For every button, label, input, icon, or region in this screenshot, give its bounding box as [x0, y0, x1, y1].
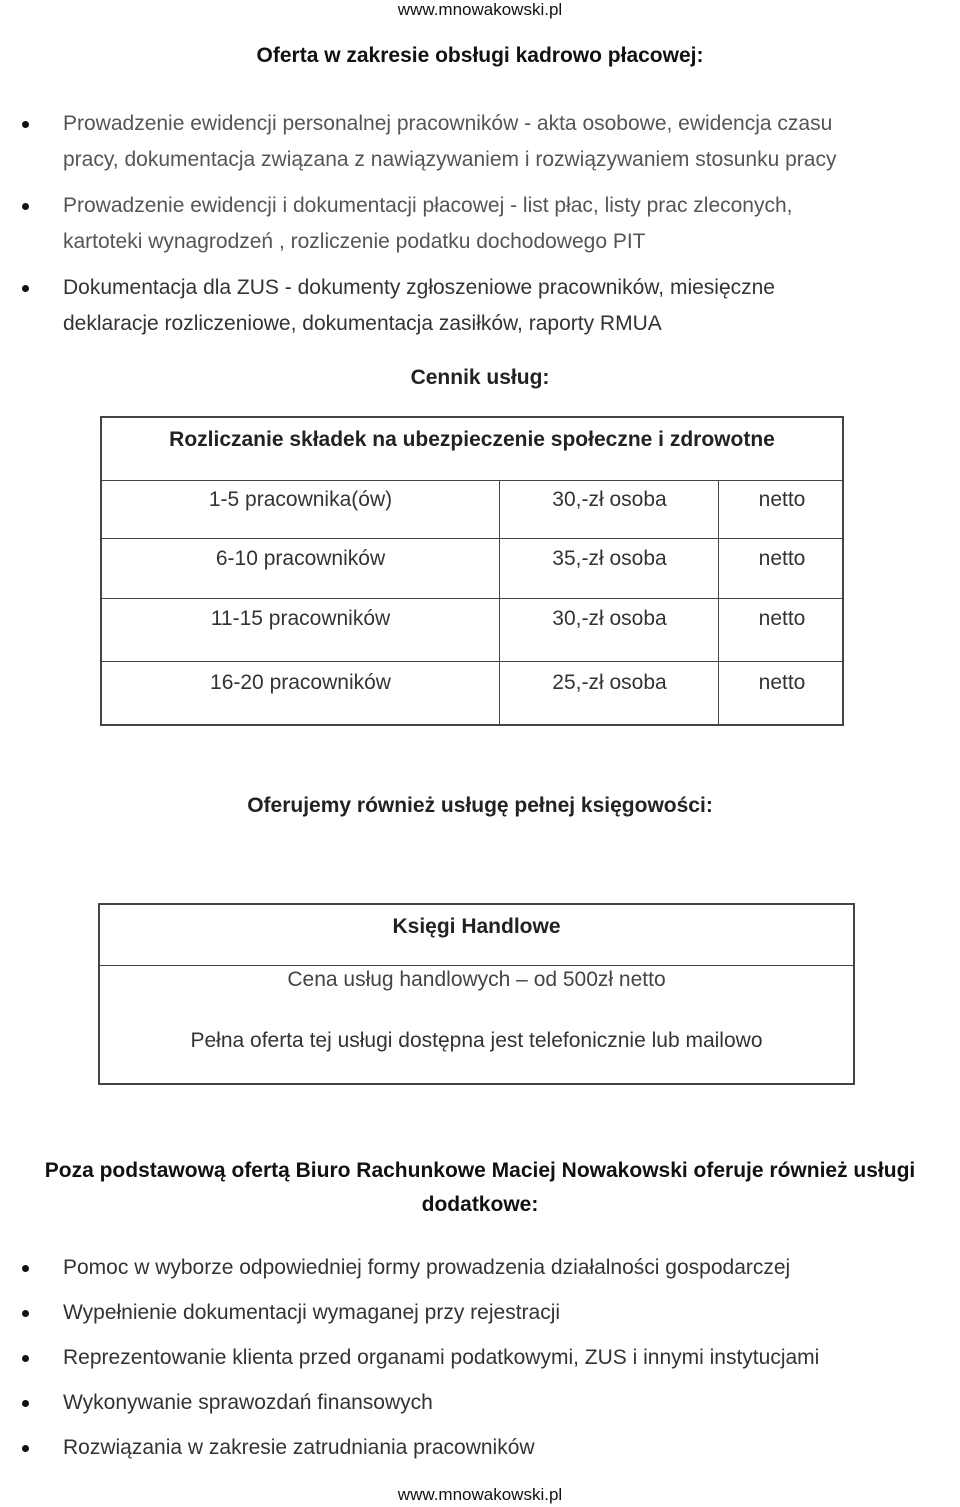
offer-item-line: deklaracje rozliczeniowe, dokumentacja zasiłków, raporty RMUA	[63, 312, 662, 335]
offer-item-line: pracy, dokumentacja związana z nawiązywaniem i rozwiązywaniem stosunku pracy	[63, 148, 837, 171]
offer-item-line: Prowadzenie ewidencji i dokumentacji płacowej - list płac, listy prac zleconych,	[63, 194, 793, 217]
accounting-box	[98, 903, 855, 1085]
table-row	[102, 661, 842, 724]
price-cell: 30,-zł osoba	[499, 598, 719, 661]
netto-cell: netto	[718, 480, 845, 538]
employees-cell: 1-5 pracownika(ów)	[208, 488, 393, 511]
table-row	[102, 538, 842, 599]
price-cell: 30,-zł osoba	[499, 480, 719, 538]
offer-item-line: kartoteki wynagrodzeń , rozliczenie podatku dochodowego PIT	[63, 230, 646, 253]
accounting-box-title: Księgi Handlowe	[100, 905, 853, 966]
offer-item-line: Dokumentacja dla ZUS - dokumenty zgłoszeniowe pracowników, miesięczne	[63, 276, 775, 299]
price-cell: 35,-zł osoba	[499, 538, 719, 598]
offer-item-personnel	[0, 106, 960, 178]
price-cell: 25,-zł osoba	[499, 661, 719, 724]
additional-heading-line: Poza podstawową ofertą Biuro Rachunkowe Maciej Nowakowski oferuje również usługi	[44, 1159, 916, 1182]
accounting-note: Pełna oferta tej usługi dostępna jest telefonicznie lub mailowo	[190, 1029, 763, 1052]
additional-heading-line: dodatkowe:	[421, 1193, 539, 1216]
table-row	[102, 480, 842, 539]
list-item: Reprezentowanie klienta przed organami podatkowymi, ZUS i innymi instytucjami	[0, 1340, 960, 1376]
pricing-table-title: Rozliczanie składek na ubezpieczenie społeczne i zdrowotne	[102, 418, 842, 481]
accounting-heading: Oferujemy również usługę pełnej księgowości:	[247, 794, 713, 817]
netto-cell: netto	[718, 661, 845, 724]
list-item: Pomoc w wyborze odpowiedniej formy prowadzenia działalności gospodarczej	[0, 1250, 960, 1286]
list-item: Wykonywanie sprawozdań finansowych	[0, 1385, 960, 1421]
netto-cell: netto	[718, 598, 845, 661]
netto-cell: netto	[718, 538, 845, 598]
list-item: Rozwiązania w zakresie zatrudniania pracowników	[0, 1430, 960, 1466]
header-website-url: www.mnowakowski.pl	[397, 0, 563, 19]
offer-item-zus	[0, 270, 960, 342]
list-item: Wypełnienie dokumentacji wymaganej przy rejestracji	[0, 1295, 960, 1331]
pricing-table	[100, 416, 844, 726]
footer-website-url: www.mnowakowski.pl	[397, 1485, 563, 1504]
offer-item-payroll	[0, 188, 960, 260]
employees-cell: 6-10 pracowników	[215, 547, 386, 570]
additional-list	[0, 1250, 960, 1466]
table-row	[102, 598, 842, 662]
pricing-heading: Cennik usług:	[410, 366, 550, 389]
employees-cell: 11-15 pracowników	[210, 607, 391, 630]
offer-item-line: Prowadzenie ewidencji personalnej pracowników - akta osobowe, ewidencja czasu	[63, 112, 833, 135]
employees-cell: 16-20 pracowników	[210, 671, 391, 694]
accounting-price-line: Cena usług handlowych – od 500zł netto	[287, 968, 666, 991]
offer-heading: Oferta w zakresie obsługi kadrowo płacowej:	[256, 44, 704, 67]
additional-heading	[0, 1154, 960, 1222]
offer-list	[0, 106, 960, 342]
